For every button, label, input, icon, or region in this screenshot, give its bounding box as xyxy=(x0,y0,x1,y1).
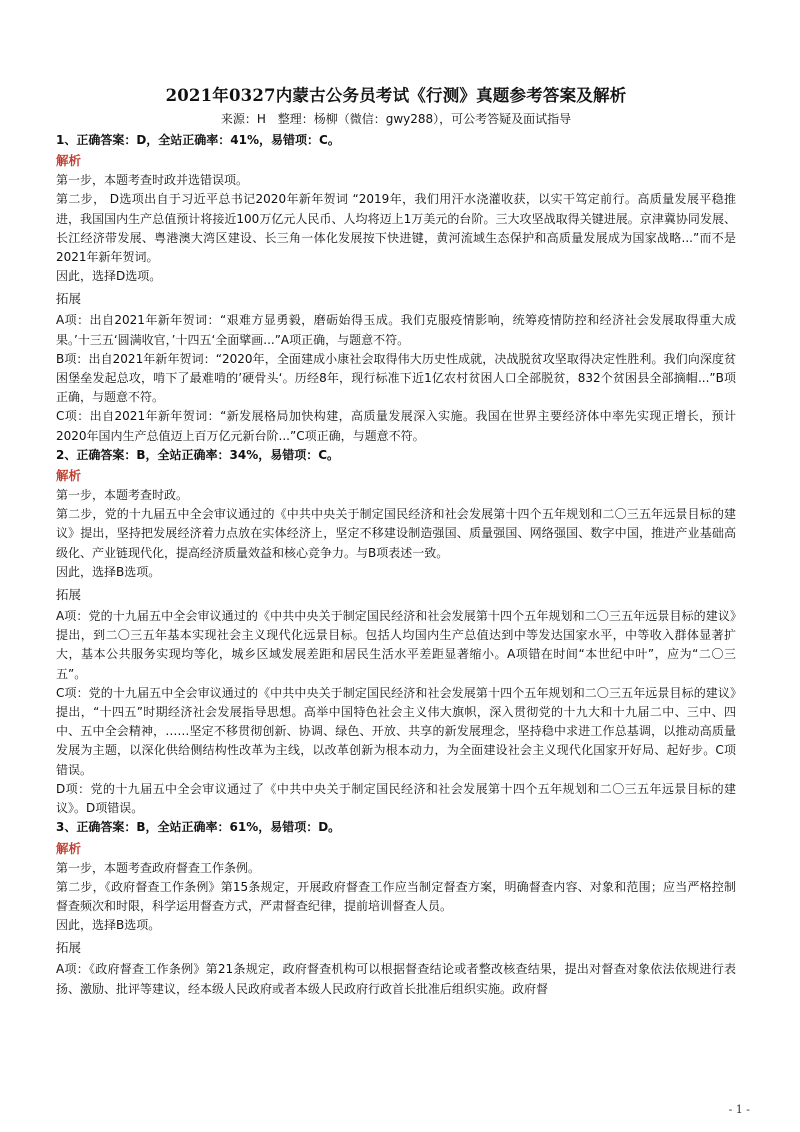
q3-answer-header: 3、正确答案：B，全站正确率：61%，易错项：D。 xyxy=(56,820,341,835)
q2-option-c: C项：党的十九届五中全会审议通过的《中共中央关于制定国民经济和社会发展第十四个五年规划和二〇三五年远景目标的建议》提出，“十四五”时期经济社会发展指导思想。高举中国特色社会主义伟大旗帜，深入贯彻党的十九大和十九届二中、三中、四中、五中全会精神，……坚定不移贯彻创新、协调、绿色、开放、共享的新发展理念，坚持稳中求进工作总基调，以推动高质量发展为主题，以深化供给侧结构性改革为主线，以改革创新为根本动力，为全面建设社会主义现代化国家开好局、起好步。C项错误。 xyxy=(56,685,736,777)
q1-option-b: B项：出自2021年新年贺词：“2020年，全面建成小康社会取得伟大历史性成就，决战脱贫攻坚取得决定性胜利。我们向深度贫困堡垒发起总攻，啃下了最难啃的’硬骨头‘。历经8年，现行标准下近1亿农村贫困人口全部脱贫，832个贫困县全部摘帽...”B项正确，与题意不符。 xyxy=(56,351,736,405)
q3-option-a: A项：《政府督查工作条例》第21条规定，政府督查机构可以根据督查结论或者整改核查结果，提出对督查对象依法依规进行表扬、激励、批评等建议，经本级人民政府或者本级人民政府行政首长批准后组织实施。政府督 xyxy=(56,962,736,996)
q1-option-c: C项：出自2021年新年贺词：“新发展格局加快构建，高质量发展深入实施。我国在世界主要经济体中率先实现正增长，预计2020年国内生产总值迈上百万亿元新台阶...”C项正确，与题意不符。 xyxy=(56,409,736,443)
q2-step1: 第一步，本题考查时政。 xyxy=(56,488,189,503)
q3-jiexi-label: 解析 xyxy=(56,840,82,856)
q2-option-d: D项：党的十九届五中全会审议通过了《中共中央关于制定国民经济和社会发展第十四个五年规划和二〇三五年远景目标的建议》。D项错误。 xyxy=(56,781,736,816)
q3-step1: 第一步，本题考查政府督查工作条例。 xyxy=(56,860,261,875)
q2-step2: 第二步，党的十九届五中全会审议通过的《中共中央关于制定国民经济和社会发展第十四个五年规划和二〇三五年远景目标的建议》提出，坚持把发展经济着力点放在实体经济上，坚定不移建设制造强国、质量强国、网络强国、数字中国，推进产业基础高级化、产业链现代化，提高经济质量效益和核心竞争力。与B项表述一致。 xyxy=(56,507,736,560)
q2-jiexi-label: 解析 xyxy=(56,468,82,484)
q2-option-a: A项：党的十九届五中全会审议通过的《中共中央关于制定国民经济和社会发展第十四个五年规划和二〇三五年远景目标的建议》提出，到二〇三五年基本实现社会主义现代化远景目标。包括人均国内生产总值达到中等发达国家水平，中等收入群体显著扩大，基本公共服务实现均等化，城乡区域发展差距和居民生活水平差距显著缩小。A项错在时间“本世纪中叶”，应为“二〇三五”。 xyxy=(56,609,736,681)
source-line xyxy=(56,110,736,129)
q2-conclusion: 因此，选择B选项。 xyxy=(56,564,161,579)
source-label: 来源：H xyxy=(220,112,266,126)
q1-conclusion: 因此，选择D选项。 xyxy=(56,269,162,284)
document-title: 2021年0327内蒙古公务员考试《行测》真题参考答案及解析 xyxy=(165,86,627,105)
q1-option-a: A项：出自2021年新年贺词：“艰难方显勇毅，磨砺始得玉成。我们克服疫情影响，统筹疫情防控和经济社会发展取得重大成果。’十三五‘圆满收官，’十四五‘全面擘画...”A项正确，与题意不符。 xyxy=(56,313,736,347)
q2-answer-header: 2、正确答案：B，全站正确率：34%，易错项：C。 xyxy=(56,447,340,462)
source-author: 整理：杨柳（微信：gwy288），可公考答疑及面试指导 xyxy=(277,112,572,126)
q1-answer-header: 1、正确答案：D，全站正确率：41%，易错项：C。 xyxy=(56,133,340,147)
q3-tuozhan-label: 拓展 xyxy=(56,940,82,956)
q3-conclusion: 因此，选择B选项。 xyxy=(56,918,161,933)
q2-tuozhan-label: 拓展 xyxy=(56,587,82,603)
q1-step1: 第一步，本题考查时政并选错误项。 xyxy=(56,173,249,188)
q1-jiexi-label: 解析 xyxy=(56,153,82,169)
q1-step2: 第二步， D选项出自于习近平总书记2020年新年贺词 “2019年，我们用汗水浇灌收获，以实干笃定前行。高质量发展平稳推进，我国国内生产总值预计将接近100万亿元人民币、人均将迈上1万美元的台阶。三大攻坚战取得关键进展。京津冀协同发展、长江经济带发展、粤港澳大湾区建设、长三角一体化发展按下快进键，黄河流域生态保护和高质量发展成为国家战略...”而不是2021年新年贺词。 xyxy=(56,192,736,265)
page-number: - 1 - xyxy=(728,1103,750,1116)
q3-step2: 第二步，《政府督查工作条例》第15条规定，开展政府督查工作应当制定督查方案，明确督查内容、对象和范围；应当严格控制督查频次和时限，科学运用督查方式，严肃督查纪律，提前培训督查人员。 xyxy=(56,879,736,913)
q1-tuozhan-label: 拓展 xyxy=(56,291,82,307)
